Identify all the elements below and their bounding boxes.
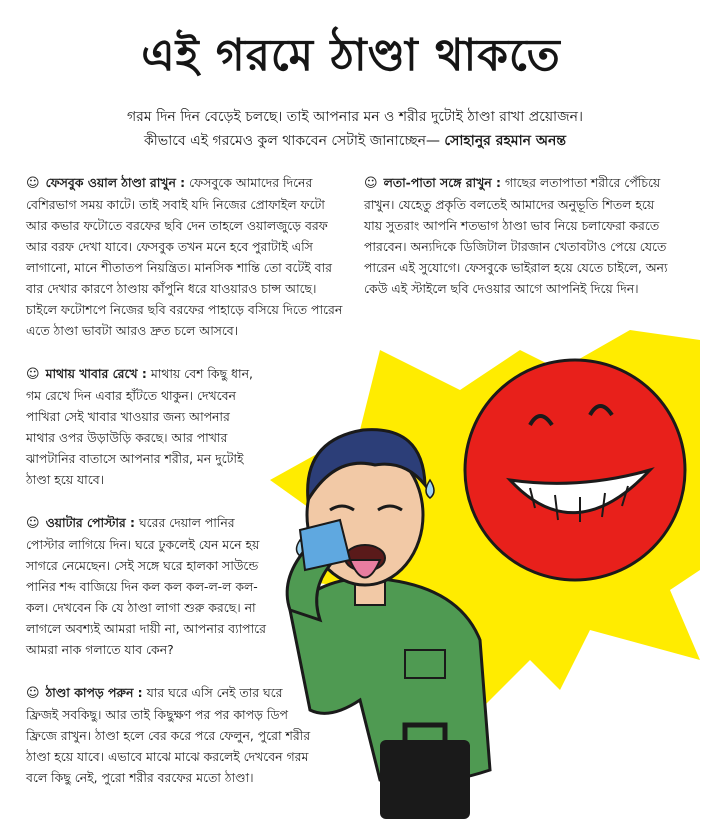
tip-vines-leaves — [364, 172, 674, 299]
sweating-man-and-sun-illustration — [230, 330, 702, 819]
right-column — [364, 172, 674, 321]
intro-line-2-text: কীভাবে এই গরমেও কুল থাকবেন সেটাই জানাচ্ছেন— — [143, 133, 440, 149]
tip-body: গাছের লতাপাতা শরীরে পেঁচিয়ে রাখুন। যেহেতু প্রকৃতি বলতেই আমাদের অনুভূতি শিতল হয়ে যায় সুতরাং আপনি শতভাগ ঠাণ্ডা ভাব নিয়ে চলাফেরা করতে পারবেন। অন্যদিকে ডিজিটাল টারজান খেতাবটাও পেয়ে যেতে পারেন এই সুযোগে। ফেসবুকে ভাইরাল হয়ে যেতে চাইলে, অন্য কেউ এই স্টাইলে ছবি দেওয়ার আগে আপনিই দিয়ে দিন। — [364, 175, 668, 296]
smiley-icon: ☺ — [364, 176, 378, 191]
smiley-icon: ☺ — [26, 176, 40, 191]
tip-body: মাথায় বেশ কিছু ধান, গম রেখে দিন এবার হাঁটতে থাকুন। দেখবেন পাখিরা সেই খাবার খাওয়ার জন্য আপনার মাথার ওপর উড়াউড়ি করছে। আর পাখার ঝাপটানির বাতাসে আপনার শরীর, মন দুটোই ঠাণ্ডা হয়ে যাবে। — [26, 366, 253, 487]
tip-title: ঠাণ্ডা কাপড় পরুন : — [45, 685, 143, 700]
tip-body: ঘরের দেয়াল পানির পোস্টার লাগিয়ে দিন। ঘরে ঢুকলেই যেন মনে হয় সাগরে নেমেছেন। সেই সঙ্গে ঘরে হালকা সাউন্ডে পানির শব্দ বাজিয়ে দিন কল কল কল-ল-ল কল-কল। দেখবেন কি যে ঠাণ্ডা লাগা শুরু করছে। না লাগলে অবশ্যই আমরা দায়ী না, আপনার ব্যাপারে আমরা নাক গলাতে যাব কেন? — [26, 515, 266, 657]
intro-line-1: গরম দিন দিন বেড়েই চলছে। তাই আপনার মন ও শরীর দুটোই ঠাণ্ডা রাখা প্রয়োজন। — [126, 109, 584, 125]
tip-body: যার ঘরে এসি নেই তার ঘরে ফ্রিজই সবকিছু। আর তাই কিছুক্ষণ পর পর কাপড় ডিপ ফ্রিজে রাখুন। ঠাণ্ডা হলে বের করে পরে ফেলুন, পুরো শরীর ঠাণ্ডা হয়ে যাবে। এভাবে মাঝে মাঝে করলেই দেখবেন গরম বলে কিছু নেই, পুরো শরীর বরফের মতো ঠাণ্ডা। — [26, 685, 311, 785]
tip-food-on-head — [26, 363, 256, 490]
tip-title: মাথায় খাবার রেখে : — [45, 366, 147, 381]
smiley-icon: ☺ — [26, 686, 40, 701]
tip-facebook-wall — [26, 172, 346, 341]
smiley-icon: ☺ — [26, 367, 40, 382]
smiley-icon: ☺ — [26, 516, 40, 531]
intro-line-2 — [40, 129, 670, 153]
tip-title: লতা-পাতা সঙ্গে রাখুন : — [383, 175, 501, 190]
article-title: এই গরমে ঠাণ্ডা থাকতে — [141, 30, 561, 81]
tip-title: ফেসবুক ওয়াল ঠাণ্ডা রাখুন : — [45, 175, 186, 190]
sun-icon — [465, 360, 685, 580]
author-name: সোহানুর রহমান অনন্ত — [444, 133, 567, 149]
tip-title: ওয়াটার পোস্টার : — [45, 515, 136, 530]
tip-body: ফেসবুকে আমাদের দিনের বেশিরভাগ সময় কাটে। তাই সবাই যদি নিজের প্রোফাইল ফটো আর কভার ফটোতে বরফের ছবি দেন তাহলে ওয়ালজুড়ে বরফ আর বরফ দেখা যাবে। ফেসবুক তখন মনে হবে পুরাটাই এসি লাগানো, মানে শীতাতপ নিয়ন্ত্রিত। মানসিক শান্তি তো বটেই বার বার দেখার কারণে ঠাণ্ডায় কাঁপুনি ধরে যাওয়ারও চান্স আছে। চাইলে ফটোশপে নিজের ছবি বরফের পাহাড়ে বসিয়ে দিতে পারেন এতে ঠাণ্ডা ভাবটা আরও দ্রুত চলে আসবে। — [26, 175, 343, 338]
article-intro — [40, 105, 670, 153]
